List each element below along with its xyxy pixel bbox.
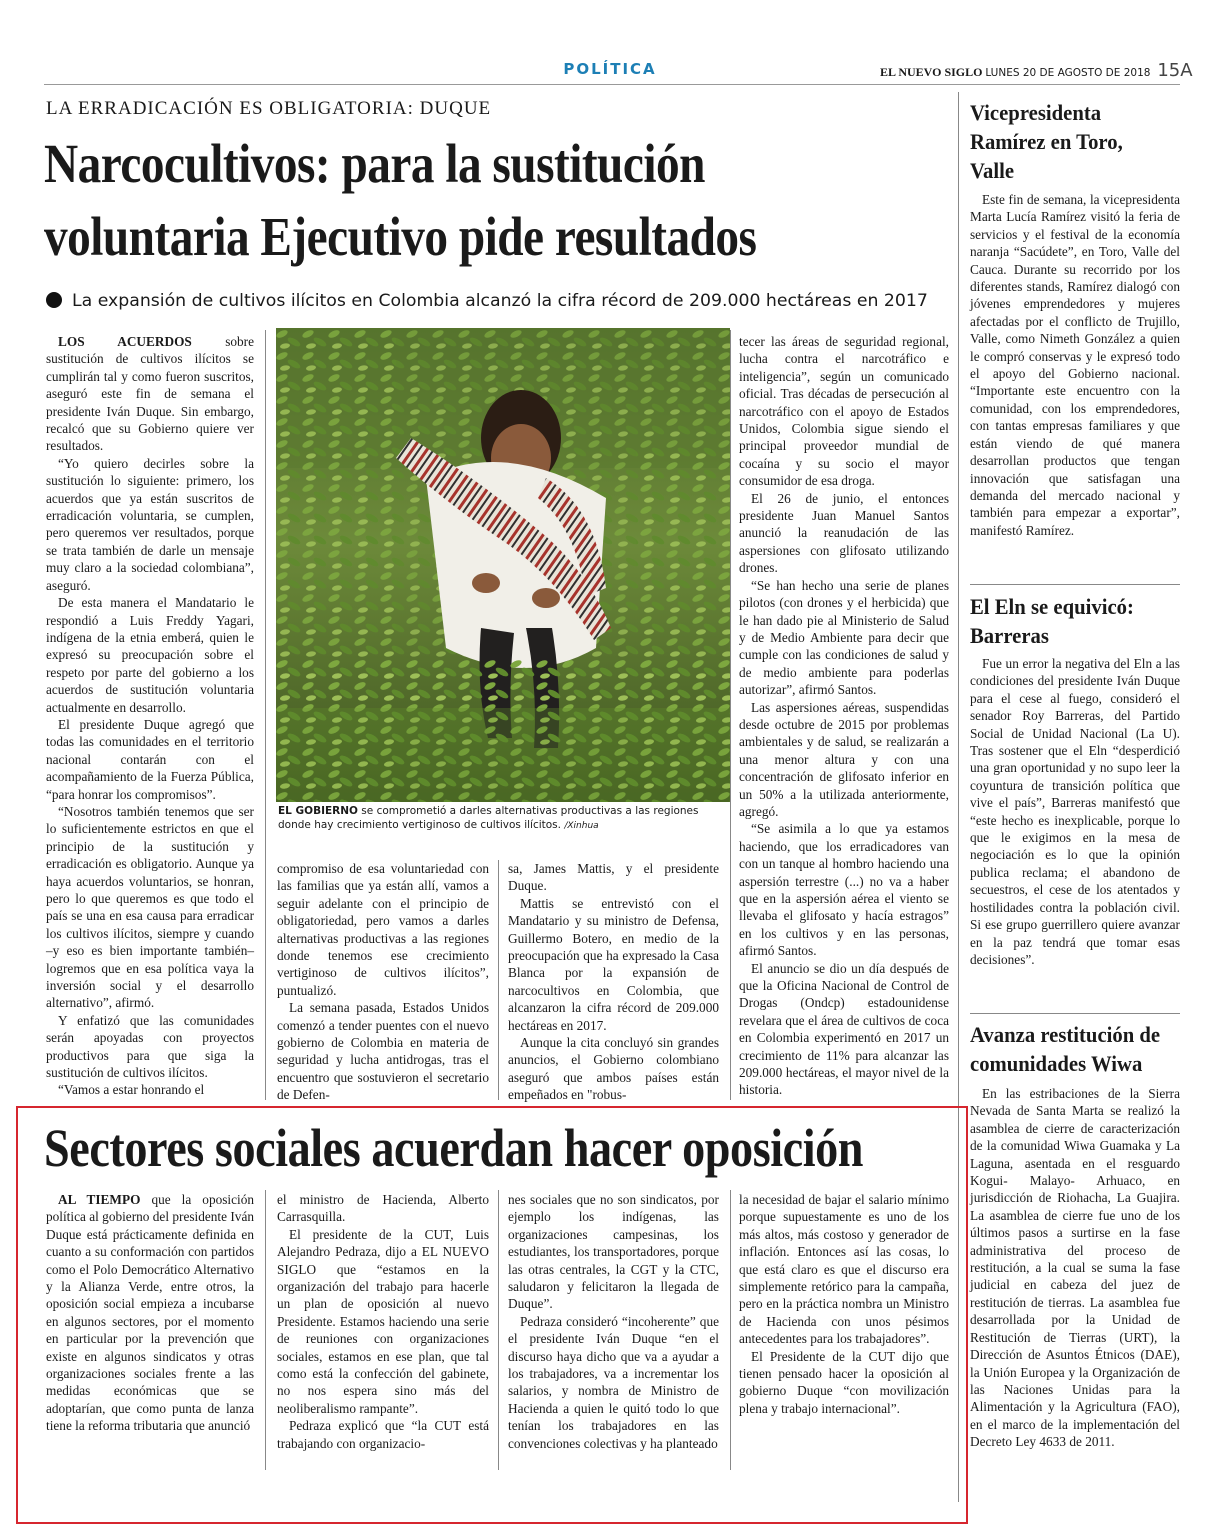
second-headline: Sectores sociales acuerdan hacer oposición <box>44 1118 864 1178</box>
sidebar-body-3 <box>970 1085 1180 1451</box>
section-label: POLÍTICA <box>563 60 657 78</box>
lead-column-1 <box>46 333 254 1099</box>
paragraph: nes sociales que no son sindicatos, por ejemplo los indígenas, las organizaciones campesinas, los estudiantes, los transportadores, porque las otras centrales, la CGT y la CTC, saludaron y felicitaron la llegada de Duque”. <box>508 1192 719 1312</box>
lead-column-2 <box>277 860 489 1104</box>
paragraph: la necesidad de bajar el salario mínimo porque supuestamente es uno de los más altos, más costoso y generador de inflación. Entonces así las cosas, lo que está claro es que el discurso era simplemente retórico para la campaña, pero en la práctica nombra un Ministro de Hacienda con unos pésimos antecedentes para los trabajadores”. <box>739 1192 949 1347</box>
lead-headline: Narcocultivos: para la sustitución voluntaria Ejecutivo pide resultados <box>44 133 757 267</box>
paragraph: En las estribaciones de la Sierra Nevada de Santa Marta se realizó la asamblea de cierre de caracterización de la comunidad Wiwa Guamaka y La Laguna, asentada en el resguardo Kogui- Malayo- Arhuaco, en jurisdicción de Riohacha, La Guajira. La asamblea de cierre fue uno de los últimos pasos a surtirse en la fase administrativa del proceso de restitución, a la cual se suma la fase judicial en cabeza del juez de restitución de tierras. La asamblea fue desarrollada por la Unidad de Restitución de Tierras (URT), la Dirección de Asuntos Étnicos (DAE), la Unión Europea y la Organización de las Naciones Unidas para la Alimentación y la Agricultura (FAO), en el marco de la implementación del Decreto Ley 4633 de 2011. <box>970 1086 1180 1450</box>
second-column-1 <box>46 1191 254 1435</box>
paragraph: Mattis se entrevistó con el Mandatario y su ministro de Defensa, Guillermo Botero, en medio de la preocupación que ha expresado la Casa Blanca por la expansión de narcocultivos en Colombia, que alcanzaron la cifra récord de 209.000 hectáreas en 2017. <box>508 895 719 1033</box>
paragraph: Pedraza consideró “incoherente” que el presidente Iván Duque “en el discurso haya dicho que va a ayudar a los trabajadores, va a incrementar los salarios, y nombra de Ministro de Hacienda a quien le quitó todo lo que tenían los trabajadores en las convenciones colectivas y ha planteado <box>508 1313 719 1451</box>
sidebar-divider <box>970 1013 1180 1014</box>
paragraph: “Nosotros también tenemos que ser lo suficientemente estrictos en que el principio de la sustitución y erradicación es obligatorio. Aunque ya haya acuerdos voluntarios, se honran, pero lo que queremos es que todo el país se una en esa causa para erradicar los cultivos ilícitos, siempre y cuando –y eso es bien importante también– logremos que en esa política vaya la inversión social y el desarrollo alternativo”, afirmó. <box>46 803 254 1011</box>
paragraph: compromiso de esa voluntariedad con las familias que ya están allí, vamos a seguir adelante con el principio de obligatoriedad, pero vamos a darles alternativas productivas a las regiones donde tenemos ese crecimiento vertiginoso de cultivos ilícitos”, puntualizó. <box>277 861 489 998</box>
paragraph: Las aspersiones aéreas, suspendidas desde octubre de 2015 por problemas ambientales y de salud, se realizarán a una menor altura y con una concentración de glifosato inferior en un 50% a la utilizada anteriormente, agregó. <box>739 699 949 819</box>
paragraph: El anuncio se dio un día después de que la Oficina Nacional de Control de Drogas (Ondcp) estadounidense revelara que el área de cultivos de coca en Colombia experimentó en 2017 un crecimiento de 11% para alcanzar las 209.000 hectáreas, el mayor nivel de la historia. <box>739 960 949 1098</box>
paragraph: El presidente Duque agregó que todas las comunidades en el territorio nacional contarán con el acompañamiento de la Fuerza Pública, “para honrar los compromisos”. <box>46 716 254 802</box>
paragraph: Y enfatizó que las comunidades serán apoyadas con proyectos productivos para que siga la sustitución de cultivos ilícitos. <box>46 1012 254 1081</box>
sidebar-title-1: Vicepresidenta Ramírez en Toro, Valle <box>970 100 1123 183</box>
paragraph: “Se asimila a lo que ya estamos haciendo, que los erradicadores van con un tanque al hombro haciendo una aspersión terrestre (...) no va a haber que en la aspersión aérea el viento se llevaba el glifosato y hacía estragos” en los cultivos y en las personas, afirmó Santos. <box>739 821 949 959</box>
column-rule <box>265 330 266 1100</box>
paragraph: el ministro de Hacienda, Alberto Carrasquilla. <box>277 1192 489 1225</box>
lead-kicker: LA ERRADICACIÓN ES OBLIGATORIA: DUQUE <box>46 98 492 119</box>
column-rule <box>730 330 731 1100</box>
paragraph: Pedraza explicó que “la CUT está trabajando con organizacio- <box>277 1418 489 1451</box>
sidebar-body-2 <box>970 655 1180 968</box>
lead-deck-text: La expansión de cultivos ilícitos en Colombia alcanzó la cifra récord de 209.000 hectáreas en 2017 <box>72 291 928 311</box>
sidebar-title-2: El Eln se equivicó: Barreras <box>970 594 1134 648</box>
sidebar-title-3: Avanza restitución de comunidades Wiwa <box>970 1022 1161 1076</box>
second-column-2 <box>277 1191 489 1452</box>
sidebar-body-1 <box>970 191 1180 539</box>
second-column-3 <box>508 1191 719 1452</box>
lead-col1-leadin: LOS ACUERDOS <box>58 334 192 349</box>
caption-leadin: EL GOBIERNO <box>278 805 358 817</box>
issue-date: LUNES 20 DE AGOSTO DE 2018 <box>985 67 1151 79</box>
paragraph: que la oposición política al gobierno del presidente Iván Duque está prácticamente definida en cuanto a su conformación con partidos como el Polo Democrático Alternativo y la Alianza Verde, entre otros, la oposición social empieza a incubarse en algunos sectores, por el momento en particular por la prevención que existe en algunos sindicatos y otras organizaciones sociales frente a las medidas económicas que se adoptarían, que como punta de lanza tiene la reforma tributaria que anunció <box>46 1192 255 1434</box>
second-column-4 <box>739 1191 949 1417</box>
paragraph: “Vamos a estar honrando el <box>58 1082 205 1098</box>
paragraph: sobre sustitución de cultivos ilícitos se cumplirán tal y como fueron suscritos, aseguró este fin de semana el presidente Iván Duque. Sin embargo, recalcó que su Gobierno quiere ver resultados. <box>46 334 254 454</box>
paragraph: La semana pasada, Estados Unidos comenzó a tender puentes con el nuevo gobierno de Colombia en materia de seguridad y lucha antidrogas, tras el encuentro que sostuvieron el secretario de Defen- <box>277 1000 489 1103</box>
photo-credit: /Xinhua <box>564 821 599 831</box>
lead-column-3 <box>508 860 719 1104</box>
header-rule <box>44 84 1180 85</box>
caption-text: se comprometió a darles alternativas productivas a las regiones donde hay crecimiento vertiginoso de cultivos ilícitos. <box>278 805 699 831</box>
paragraph: “Se han hecho una serie de planes pilotos (con drones y el herbicida) que le han dado pie al Ministerio de Salud y de Medio Ambiente para decir que cumple con las condiciones de salud y de medio ambiente para poderlas autorizar”, afirmó Santos. <box>739 577 949 698</box>
paragraph: Fue un error la negativa del Eln a las condiciones del presidente Iván Duque para el cese al fuego, consideró el senador Roy Barreras, del Partido Social de Unidad Nacional (La U). Tras sostener que el Eln “desperdició una gran oportunidad y no supo leer la coyuntura de transición política que vive el país”, Barreras manifestó que “este hecho es inexplicable, porque lo que le exigimos en la mesa de negociación es lo que la opinión publica reclama; el abandono de secuestros, el cese de los atentados y hostilidades contra la población civil. Si ese grupo guerrillero quiere avanzar en la paz tendrá que tomar esas decisiones”. <box>970 656 1180 967</box>
photo-caption <box>278 804 728 833</box>
lead-column-4 <box>739 333 949 1099</box>
paragraph: De esta manera el Mandatario le respondió a Luis Freddy Yagari, indígena de la etnia emberá, quien le expresó su preocupación sobre el respeto por parte del gobierno a los acuerdos de sustitución voluntaria actualmente en desarrollo. <box>46 595 254 715</box>
column-rule <box>265 1190 266 1470</box>
paragraph: El Presidente de la CUT dijo que tienen pensado hacer la oposición al gobierno Duque “con movilización plena y trabajo internacional”. <box>739 1348 949 1416</box>
second-col1-leadin: AL TIEMPO <box>58 1192 141 1207</box>
paragraph: Aunque la cita concluyó sin grandes anuncios, el Gobierno colombiano aseguró que ambos países están empeñados en "robus- <box>508 1035 719 1103</box>
sidebar-divider <box>970 584 1180 585</box>
paragraph: El 26 de junio, el entonces presidente Juan Manuel Santos anunció la reanudación de las aspersiones con glifosato utilizando drones. <box>739 490 949 576</box>
farmer-coca-photo <box>276 328 730 802</box>
bullet-icon <box>46 292 62 308</box>
column-rule <box>498 860 499 1100</box>
paragraph: “Yo quiero decirles sobre la sustitución lo siguiente: primero, los acuerdos que ya están suscritos de erradicación voluntaria, se cumplen, pero queremos ver resultados, porque se trata también de darle un mensaje muy claro a la sociedad colombiana”, aseguró. <box>46 455 254 593</box>
column-rule <box>730 1190 731 1470</box>
masthead <box>880 60 1193 81</box>
column-rule <box>498 1190 499 1470</box>
paragraph: sa, James Mattis, y el presidente Duque. <box>508 861 719 894</box>
lead-deck <box>46 291 946 311</box>
paragraph: Este fin de semana, la vicepresidenta Marta Lucía Ramírez visitó la feria de servicios y el festival de la economía naranja “Sacúdete”, en Toro, Valle del Cauca. Durante su recorrido por los diferentes stands, Ramírez dialogó con jóvenes emprendedores y mujeres afectadas por el conflicto de Trujillo, Valle, como Nimeth González a quien le compró conservas y le expresó todo el apoyo del Gobierno nacional. “Importante este encuentro con la comunidad, con los emprendedores, con tantas empresas familiares y que están viendo de qué manera desarrollan productos que tengan innovación que satisfagan una demanda del mercado nacional y también para empezar a exportar”, manifestó Ramírez. <box>970 192 1180 538</box>
paragraph: El presidente de la CUT, Luis Alejandro Pedraza, dijo a EL NUEVO SIGLO que “estamos en la organización del trabajo para hacerle un plan de oposición al nuevo Presidente. Estamos haciendo una serie de reuniones con organizaciones sociales, estamos en ese plan, que tal como está la confección del gabinete, no nos espera sino más del neoliberalismo rampante”. <box>277 1226 489 1416</box>
paper-name: EL NUEVO SIGLO <box>880 65 983 79</box>
paragraph: tecer las áreas de seguridad regional, lucha contra el narcotráfico e inteligencia”, según un comunicado oficial. Tras décadas de persecución al narcotráfico con el apoyo de Estados Unidos, Colombia sigue siendo el principal proveedor mundial de cocaína y su socio el mayor consumidor de esa droga. <box>739 334 949 489</box>
page-number: 15A <box>1157 60 1193 81</box>
